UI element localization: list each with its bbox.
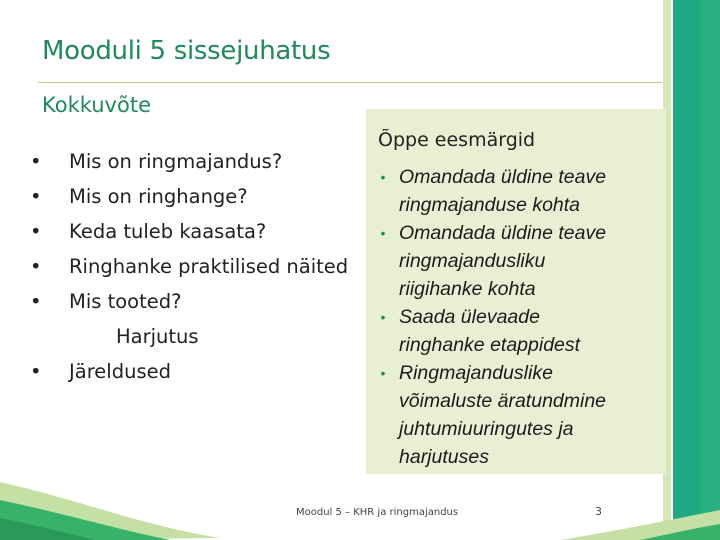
topic-list-item [30, 253, 360, 288]
topic-list-item [30, 358, 360, 393]
bullet-icon: • [380, 365, 386, 381]
topic-list-item [30, 183, 360, 218]
learning-goal-item [366, 163, 666, 219]
topic-list-item-text: Mis tooted? [69, 290, 182, 313]
bottom-wave-decoration [0, 470, 720, 540]
learning-goal-item [366, 303, 666, 359]
learning-goal-item [366, 359, 666, 471]
learning-goal-text: Omandada üldine teave ringmajanduse kohta [399, 166, 607, 216]
topic-list-item-text: Keda tuleb kaasata? [69, 220, 267, 243]
learning-goal-text: Saada ülevaade ringhanke etappidest [399, 306, 581, 356]
topic-list-item-text: Harjutus [116, 325, 199, 348]
topic-list-item [30, 288, 360, 323]
learning-goals-box [366, 109, 666, 474]
slide-title: Mooduli 5 sissejuhatus [42, 36, 331, 66]
learning-goals-title: Õppe eesmärgid [378, 129, 536, 151]
decorative-stripe [700, 0, 720, 540]
bullet-icon: • [30, 150, 42, 173]
topic-list-item-text: Mis on ringhange? [69, 185, 248, 208]
topic-list-item [30, 148, 360, 183]
slide-subtitle: Kokkuvõte [42, 93, 151, 117]
learning-goal-text: Omandada üldine teave ringmajandusliku riigihanke kohta [399, 222, 607, 300]
bullet-icon: • [30, 220, 42, 243]
topic-list [30, 148, 360, 393]
bullet-icon: • [380, 169, 386, 185]
bullet-icon: • [380, 225, 386, 241]
topic-list-item-text: Järeldused [69, 360, 171, 383]
page-number: 3 [595, 505, 602, 518]
title-divider [38, 82, 662, 83]
topic-list-item [30, 323, 360, 358]
bullet-icon: • [30, 290, 42, 313]
bullet-icon: • [30, 360, 42, 383]
topic-list-item-text: Ringhanke praktilised näited [69, 255, 349, 278]
topic-list-item-text: Mis on ringmajandus? [69, 150, 283, 173]
learning-goal-text: Ringmajanduslike võimaluste äratundmine juhtumiuuringutes ja harjutuses [399, 362, 607, 468]
bullet-icon: • [30, 185, 42, 208]
bullet-icon: • [380, 309, 386, 325]
bullet-icon: • [30, 255, 42, 278]
learning-goals-list [366, 163, 666, 471]
learning-goal-item [366, 219, 666, 303]
topic-list-item [30, 218, 360, 253]
footer-text: Moodul 5 – KHR ja ringmajandus [296, 507, 459, 518]
